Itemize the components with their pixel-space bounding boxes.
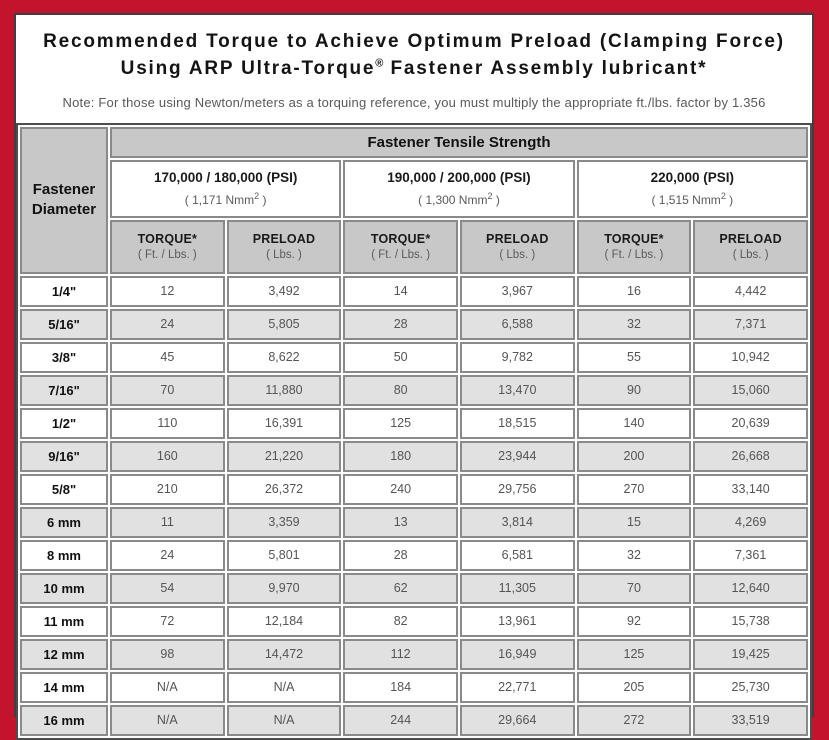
psi-group-row	[20, 160, 808, 218]
torque-value-cell: 112	[343, 639, 458, 670]
torque-value-cell: 32	[577, 309, 692, 340]
torque-value-cell: 240	[343, 474, 458, 505]
fastener-diameter-cell: 5/16"	[20, 309, 108, 340]
psi-group-header-220: 220,000 (PSI) ( 1,515 Nmm$^2$ )	[577, 160, 808, 218]
torque-col-header: TORQUE* ( Ft. / Lbs. )	[343, 220, 458, 274]
fastener-diameter-cell: 14 mm	[20, 672, 108, 703]
torque-value-cell: 270	[577, 474, 692, 505]
preload-value-cell: 21,220	[227, 441, 342, 472]
fastener-diameter-cell: 16 mm	[20, 705, 108, 736]
preload-col-header: PRELOAD ( Lbs. )	[227, 220, 342, 274]
page-title	[24, 29, 804, 83]
table-row	[20, 309, 808, 340]
table-row	[20, 474, 808, 505]
psi-group-header-190-200: 190,000 / 200,000 (PSI) ( 1,300 Nmm$^2$ )	[343, 160, 574, 218]
nmm-subtitle: ( 1,300 Nmm$^2$ )	[418, 191, 500, 208]
registered-trademark-symbol: ®	[375, 57, 384, 70]
torque-value-cell: 125	[343, 408, 458, 439]
preload-value-cell: 7,371	[693, 309, 808, 340]
psi-group-header-170-180: 170,000 / 180,000 (PSI) ( 1,171 Nmm$^2$ )	[110, 160, 341, 218]
preload-value-cell: 12,184	[227, 606, 342, 637]
torque-value-cell: 28	[343, 309, 458, 340]
preload-value-cell: 23,944	[460, 441, 575, 472]
torque-value-cell: N/A	[110, 672, 225, 703]
preload-value-cell: 16,391	[227, 408, 342, 439]
preload-value-cell: 9,970	[227, 573, 342, 604]
preload-value-cell: 20,639	[693, 408, 808, 439]
preload-value-cell: 4,442	[693, 276, 808, 307]
torque-value-cell: 205	[577, 672, 692, 703]
torque-value-cell: 110	[110, 408, 225, 439]
torque-value-cell: 125	[577, 639, 692, 670]
nmm-subtitle: ( 1,171 Nmm$^2$ )	[184, 191, 267, 208]
table-row	[20, 375, 808, 406]
torque-value-cell: 24	[110, 540, 225, 571]
torque-value-cell: 98	[110, 639, 225, 670]
preload-value-cell: 33,519	[693, 705, 808, 736]
fastener-diameter-cell: 12 mm	[20, 639, 108, 670]
preload-col-header: PRELOAD ( Lbs. )	[460, 220, 575, 274]
table-row	[20, 639, 808, 670]
torque-value-cell: 50	[343, 342, 458, 373]
torque-value-cell: 82	[343, 606, 458, 637]
torque-value-cell: 244	[343, 705, 458, 736]
preload-value-cell: 3,359	[227, 507, 342, 538]
torque-value-cell: 160	[110, 441, 225, 472]
preload-value-cell: 19,425	[693, 639, 808, 670]
preload-value-cell: 10,942	[693, 342, 808, 373]
torque-value-cell: 11	[110, 507, 225, 538]
torque-value-cell: 12	[110, 276, 225, 307]
torque-preload-subheader-row	[20, 220, 808, 274]
preload-value-cell: 12,640	[693, 573, 808, 604]
preload-value-cell: 6,588	[460, 309, 575, 340]
preload-value-cell: 5,801	[227, 540, 342, 571]
nmm-subtitle: ( 1,515 Nmm$^2$ )	[651, 191, 734, 208]
fastener-diameter-cell: 1/2"	[20, 408, 108, 439]
fastener-diameter-cell: 7/16"	[20, 375, 108, 406]
torque-value-cell: 32	[577, 540, 692, 571]
table-header	[20, 127, 808, 274]
preload-value-cell: 11,880	[227, 375, 342, 406]
preload-value-cell: 29,756	[460, 474, 575, 505]
torque-spec-table	[16, 123, 812, 740]
torque-value-cell: 70	[110, 375, 225, 406]
fastener-diameter-cell: 8 mm	[20, 540, 108, 571]
fastener-diameter-cell: 6 mm	[20, 507, 108, 538]
fastener-diameter-cell: 1/4"	[20, 276, 108, 307]
table-row	[20, 408, 808, 439]
torque-value-cell: 55	[577, 342, 692, 373]
preload-value-cell: 7,361	[693, 540, 808, 571]
table-row	[20, 672, 808, 703]
fastener-diameter-cell: 11 mm	[20, 606, 108, 637]
torque-col-header: TORQUE* ( Ft. / Lbs. )	[110, 220, 225, 274]
title-line-2: Using ARP Ultra-Torque® Fastener Assembly lubricant*	[120, 57, 708, 79]
preload-value-cell: 25,730	[693, 672, 808, 703]
torque-value-cell: N/A	[110, 705, 225, 736]
torque-value-cell: 24	[110, 309, 225, 340]
table-row	[20, 540, 808, 571]
preload-value-cell: 3,492	[227, 276, 342, 307]
preload-value-cell: 26,372	[227, 474, 342, 505]
table-row	[20, 441, 808, 472]
torque-value-cell: 210	[110, 474, 225, 505]
preload-value-cell: 18,515	[460, 408, 575, 439]
preload-value-cell: 4,269	[693, 507, 808, 538]
fastener-diameter-cell: 10 mm	[20, 573, 108, 604]
table-row	[20, 606, 808, 637]
preload-value-cell: 8,622	[227, 342, 342, 373]
preload-value-cell: 22,771	[460, 672, 575, 703]
torque-value-cell: 45	[110, 342, 225, 373]
table-row	[20, 705, 808, 736]
torque-value-cell: 28	[343, 540, 458, 571]
preload-value-cell: N/A	[227, 672, 342, 703]
torque-value-cell: 72	[110, 606, 225, 637]
tensile-strength-header: Fastener Tensile Strength	[110, 127, 808, 158]
preload-value-cell: 13,470	[460, 375, 575, 406]
preload-value-cell: 33,140	[693, 474, 808, 505]
table-row	[20, 573, 808, 604]
preload-value-cell: 9,782	[460, 342, 575, 373]
table-body	[20, 276, 808, 736]
preload-col-header: PRELOAD ( Lbs. )	[693, 220, 808, 274]
torque-value-cell: 90	[577, 375, 692, 406]
fastener-diameter-header: Fastener Diameter	[20, 127, 108, 274]
preload-value-cell: N/A	[227, 705, 342, 736]
preload-value-cell: 15,738	[693, 606, 808, 637]
torque-value-cell: 140	[577, 408, 692, 439]
preload-value-cell: 5,805	[227, 309, 342, 340]
torque-value-cell: 184	[343, 672, 458, 703]
torque-value-cell: 16	[577, 276, 692, 307]
torque-value-cell: 54	[110, 573, 225, 604]
preload-value-cell: 26,668	[693, 441, 808, 472]
preload-value-cell: 11,305	[460, 573, 575, 604]
fastener-diameter-cell: 5/8"	[20, 474, 108, 505]
preload-value-cell: 6,581	[460, 540, 575, 571]
table-row	[20, 342, 808, 373]
fastener-diameter-cell: 3/8"	[20, 342, 108, 373]
preload-value-cell: 13,961	[460, 606, 575, 637]
torque-col-header: TORQUE* ( Ft. / Lbs. )	[577, 220, 692, 274]
torque-value-cell: 15	[577, 507, 692, 538]
table-row	[20, 507, 808, 538]
torque-value-cell: 70	[577, 573, 692, 604]
torque-value-cell: 13	[343, 507, 458, 538]
torque-value-cell: 14	[343, 276, 458, 307]
torque-value-cell: 92	[577, 606, 692, 637]
preload-value-cell: 3,967	[460, 276, 575, 307]
torque-value-cell: 272	[577, 705, 692, 736]
preload-value-cell: 14,472	[227, 639, 342, 670]
document-page	[14, 13, 814, 728]
newton-meters-note: Note: For those using Newton/meters as a torquing reference, you must multiply the appropriate ft./lbs. factor by 1.356	[62, 94, 766, 110]
torque-value-cell: 62	[343, 573, 458, 604]
tensile-strength-row	[20, 127, 808, 158]
preload-value-cell: 3,814	[460, 507, 575, 538]
preload-value-cell: 16,949	[460, 639, 575, 670]
torque-value-cell: 200	[577, 441, 692, 472]
preload-value-cell: 15,060	[693, 375, 808, 406]
torque-value-cell: 80	[343, 375, 458, 406]
title-line-1: Recommended Torque to Achieve Optimum Preload (Clamping Force)	[43, 31, 785, 52]
table-row	[20, 276, 808, 307]
torque-value-cell: 180	[343, 441, 458, 472]
preload-value-cell: 29,664	[460, 705, 575, 736]
fastener-diameter-cell: 9/16"	[20, 441, 108, 472]
